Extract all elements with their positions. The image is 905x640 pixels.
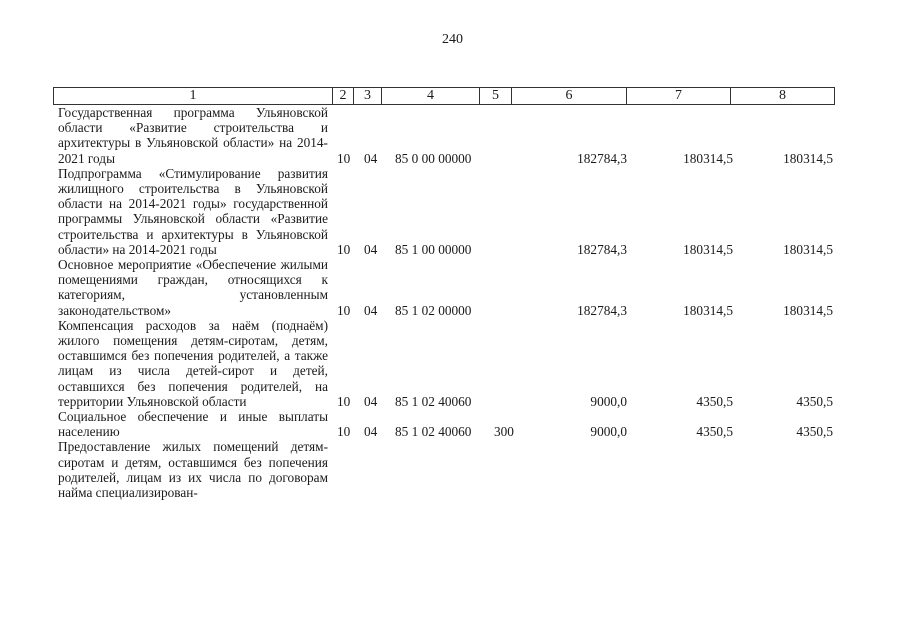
row-description: Подпрограмма «Стимулирование развития жилищного строительства в Ульяновской области на 2014-2021 годы» государственной программы Ульяновской области «Развитие строительства и архитектуры в Ульяновской области» на 2014-2021 годы [58, 165, 328, 257]
row-target-code: 85 1 02 40060 [395, 393, 472, 409]
row-amount-col8: 180314,5 [783, 241, 833, 257]
column-header-6: 6 [512, 88, 627, 105]
row-subsection: 04 [364, 393, 378, 409]
row-subsection: 04 [364, 150, 378, 166]
row-description: Социальное обеспечение и иные выплаты населению [58, 409, 328, 440]
table-row [0, 318, 905, 409]
row-subsection: 04 [364, 241, 378, 257]
row-amount-col7: 180314,5 [683, 241, 733, 257]
row-amount-col8: 180314,5 [783, 302, 833, 318]
row-description: Основное мероприятие «Обеспечение жилыми помещениями граждан, относящихся к категориям, установленным законодательством» [58, 257, 328, 318]
table-row [0, 105, 905, 166]
row-section: 10 [337, 424, 351, 440]
row-target-code: 85 0 00 00000 [395, 150, 472, 166]
row-target-code: 85 1 02 00000 [395, 302, 472, 318]
column-header-3: 3 [354, 88, 382, 105]
column-header-4: 4 [382, 88, 480, 105]
row-subsection: 04 [364, 302, 378, 318]
row-section: 10 [337, 150, 351, 166]
column-header-7: 7 [627, 88, 731, 105]
column-header-8: 8 [731, 88, 835, 105]
table-row [0, 409, 905, 439]
table-row [0, 439, 905, 500]
row-subsection: 04 [364, 424, 378, 440]
row-amount-col6: 182784,3 [577, 150, 627, 166]
row-description: Компенсация расходов за наём (поднаём) жилого помещения детям-сиротам, детям, оставшимся без попечения родителей, а также лицам из числа детей-сирот и детей, оставшихся без попечения родителей, на территории Ульяновской области [58, 317, 328, 409]
column-header-2: 2 [333, 88, 354, 105]
table-row [0, 257, 905, 318]
row-description: Государственная программа Ульяновской области «Развитие строительства и архитектуры в Ульяновской области» на 2014-2021 годы [58, 105, 328, 166]
column-header-row [54, 88, 835, 105]
row-section: 10 [337, 241, 351, 257]
row-amount-col7: 4350,5 [696, 424, 733, 440]
row-amount-col7: 180314,5 [683, 302, 733, 318]
table-row [0, 166, 905, 257]
row-expense-type: 300 [494, 424, 514, 440]
row-description: Предоставление жилых помещений детям-сиротам и детям, оставшимся без попечения родителей, лицам из их числа по договорам найма специализирован- [58, 439, 328, 501]
row-section: 10 [337, 393, 351, 409]
column-header-5: 5 [480, 88, 512, 105]
column-header-1: 1 [54, 88, 333, 105]
column-header-table [53, 87, 835, 105]
row-amount-col7: 180314,5 [683, 150, 733, 166]
row-amount-col8: 180314,5 [783, 150, 833, 166]
row-amount-col6: 182784,3 [577, 241, 627, 257]
row-amount-col6: 9000,0 [590, 424, 627, 440]
row-amount-col7: 4350,5 [696, 393, 733, 409]
row-amount-col8: 4350,5 [796, 424, 833, 440]
row-amount-col6: 9000,0 [590, 393, 627, 409]
page-number: 240 [442, 32, 463, 47]
row-section: 10 [337, 302, 351, 318]
row-amount-col8: 4350,5 [796, 393, 833, 409]
table-body [0, 105, 905, 500]
row-target-code: 85 1 00 00000 [395, 241, 472, 257]
row-target-code: 85 1 02 40060 [395, 424, 472, 440]
row-amount-col6: 182784,3 [577, 302, 627, 318]
